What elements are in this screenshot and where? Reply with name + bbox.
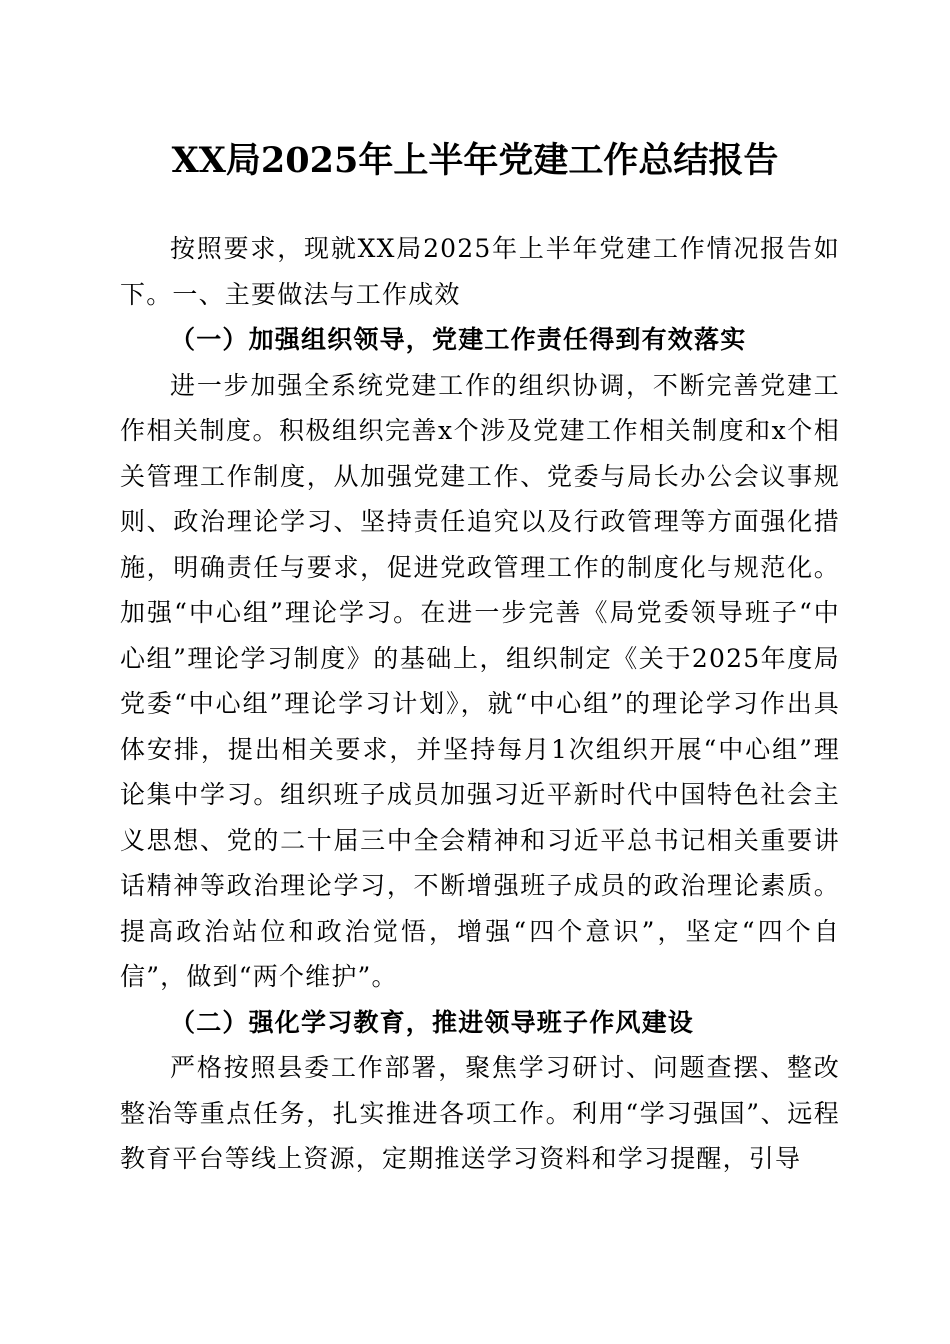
section-heading-1: （一）加强组织领导，党建工作责任得到有效落实: [170, 325, 747, 354]
document-body: [120, 226, 840, 1182]
section-1-paragraph: 进一步加强全系统党建工作的组织协调，不断完善党建工作相关制度。积极组织完善x个涉及党建工作相关制度和x个相关管理工作制度，从加强党建工作、党委与局长办公会议事规则、政治理论学习、坚持责任追究以及行政管理等方面强化措施，明确责任与要求，促进党政管理工作的制度化与规范化。加强“中心组”理论学习。在进一步完善《局党委领导班子“中心组”理论学习制度》的基础上，组织制定《关于2025年度局党委“中心组”理论学习计划》，就“中心组”的理论学习作出具体安排，提出相关要求，并坚持每月1次组织开展“中心组”理论集中学习。组织班子成员加强习近平新时代中国特色社会主义思想、党的二十届三中全会精神和习近平总书记相关重要讲话精神等政治理论学习，不断增强班子成员的政治理论素质。提高政治站位和政治觉悟，增强“四个意识”，坚定“四个自信”，做到“两个维护”。: [120, 370, 840, 991]
section-2-paragraph: 严格按照县委工作部署，聚焦学习研讨、问题查摆、整改整治等重点任务，扎实推进各项工作。利用“学习强国”、远程教育平台等线上资源，定期推送学习资料和学习提醒，引导: [120, 1053, 840, 1173]
document-title: XX局2025年上半年党建工作总结报告: [171, 140, 779, 181]
section-heading-2: （二）强化学习教育，推进领导班子作风建设: [170, 1007, 695, 1037]
intro-paragraph: 按照要求，现就XX局2025年上半年党建工作情况报告如下。一、主要做法与工作成效: [120, 234, 840, 309]
